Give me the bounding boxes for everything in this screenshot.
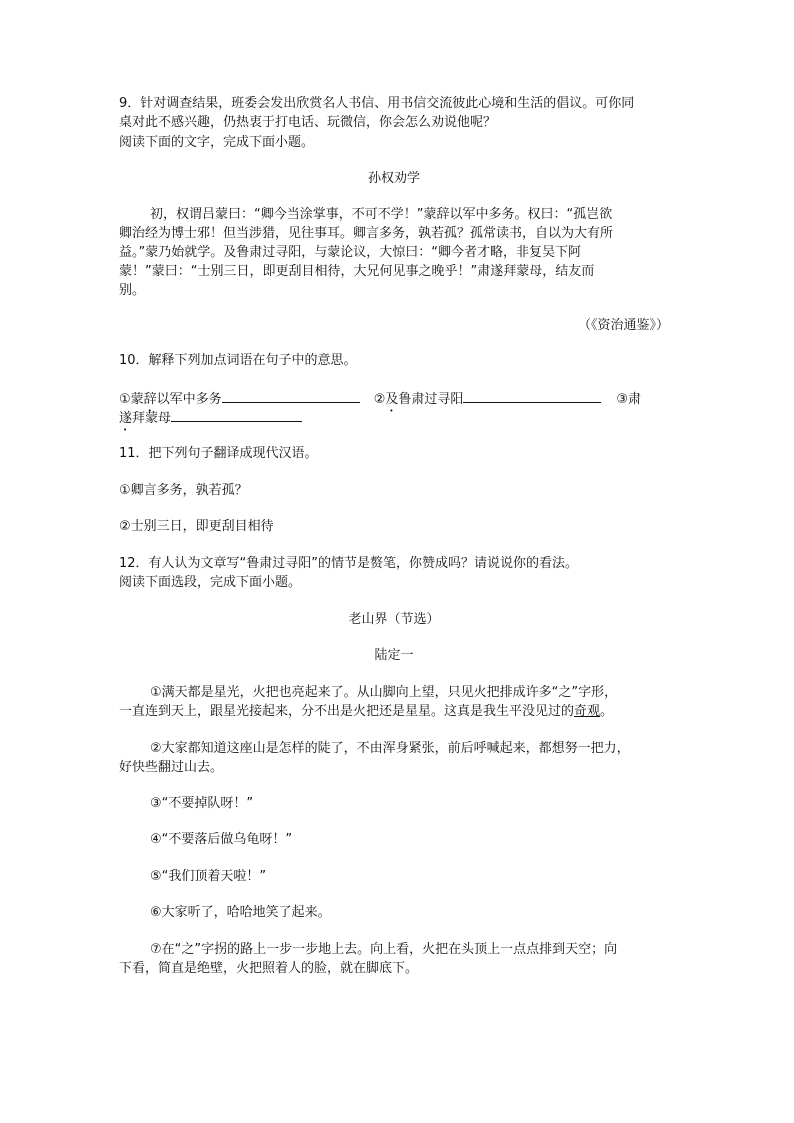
q9-instruction: 阅读下面的文字，完成下面小题。 [119,135,315,150]
passage2-p1-line-2: 一直连到天上，跟星光接起来，分不出是火把还是星星。这真是我生平没见过的奇观。 [119,704,614,719]
passage1-line-4: 蒙！”蒙曰：“士别三日，即更刮目相待，大兄何见事之晚乎！”肃遂拜蒙母，结友而 [119,264,595,279]
passage2-p7-line-2: 下看，简直是绝壁，火把照着人的脸，就在脚底下。 [119,961,419,976]
passage2-p7-line-1: ⑦在“之”字拐的路上一步一步地上去。向上看，火把在头顶上一点点排到天空；向 [150,942,618,957]
q10-item1-dotted-word: 辞 [143,392,157,407]
q11-item-1: ①卿言多务，孰若孤？ [119,483,248,498]
q12-instruction: 阅读下面选段，完成下面小题。 [119,575,302,590]
q9-line-1: 9．针对调查结果，班委会发出欣赏名人书信、用书信交流彼此心境和生活的倡议。可你同 [119,96,635,111]
passage1-line-2: 卿治经为博士邪！但当涉猎，见往事耳。卿言多务，孰若孤？孤常读书，自以为大有所 [119,226,614,241]
passage2-p6: ⑥大家听了，哈哈地笑了起来。 [150,905,331,920]
q10-stem: 10．解释下列加点词语在句子中的意思。 [119,353,357,368]
passage1-line-3: 益。”蒙乃始就学。及鲁肃过寻阳，与蒙论议，大惊曰：“卿今者才略，非复吴下阿 [119,245,581,260]
passage2-title: 老山界（节选） [348,612,440,627]
q11-stem: 11．把下列句子翻译成现代汉语。 [119,446,318,461]
passage2-p4: ④“不要落后做乌龟呀！” [150,832,293,847]
q10-item3-part2: 拜蒙母 [132,411,172,426]
q11-item-2: ②士别三日，即更刮目相待 [119,519,274,534]
q10-answer-blank-3[interactable] [171,409,302,422]
passage1-title: 孙权劝学 [367,171,420,186]
q10-item3-part1: ③肃 [616,392,642,407]
q10-item2: ②及鲁肃过寻阳 [373,392,464,407]
passage2-p2-line-1: ②大家都知道这座山是怎样的陡了，不由浑身紧张，前后呼喊起来，都想努一把力， [150,741,630,756]
passage1-line-1: 初，权谓吕蒙曰：“卿今当涂掌事，不可不学！”蒙辞以军中多务。权曰：“孤岂欲 [150,207,613,222]
passage2-p3: ③“不要掉队呀！” [150,796,254,811]
underlined-word-qiguan: 奇观 [574,704,601,719]
passage2-author: 陆定一 [374,648,414,663]
q10-item3-dotted-word: 遂 [119,411,133,426]
q10-item2-dotted-word: 及 [385,392,399,407]
q10-items-row-2 [119,409,302,434]
passage2-p5: ⑤“我们顶着天啦！” [150,869,267,884]
passage1-line-5: 别。 [119,283,146,298]
q10-answer-blank-1[interactable] [222,390,360,403]
q12-stem: 12．有人认为文章写“鲁肃过寻阳”的情节是赘笔，你赞成吗？请说说你的看法。 [119,556,579,571]
q9-line-2: 桌对此不感兴趣，仍热衷于打电话、玩微信，你会怎么劝说他呢？ [119,115,497,130]
q10-answer-blank-2[interactable] [463,390,601,403]
passage1-source: （《资治通鉴》） [577,318,669,333]
passage2-p2-line-2: 好快些翻过山去。 [119,760,224,775]
q10-item1: ①蒙辞以军中多务 [119,392,222,407]
passage2-p1-line-1: ①满天都是星光，火把也亮起来了。从山脚向上望，只见火把排成许多“之”字形， [150,685,618,700]
